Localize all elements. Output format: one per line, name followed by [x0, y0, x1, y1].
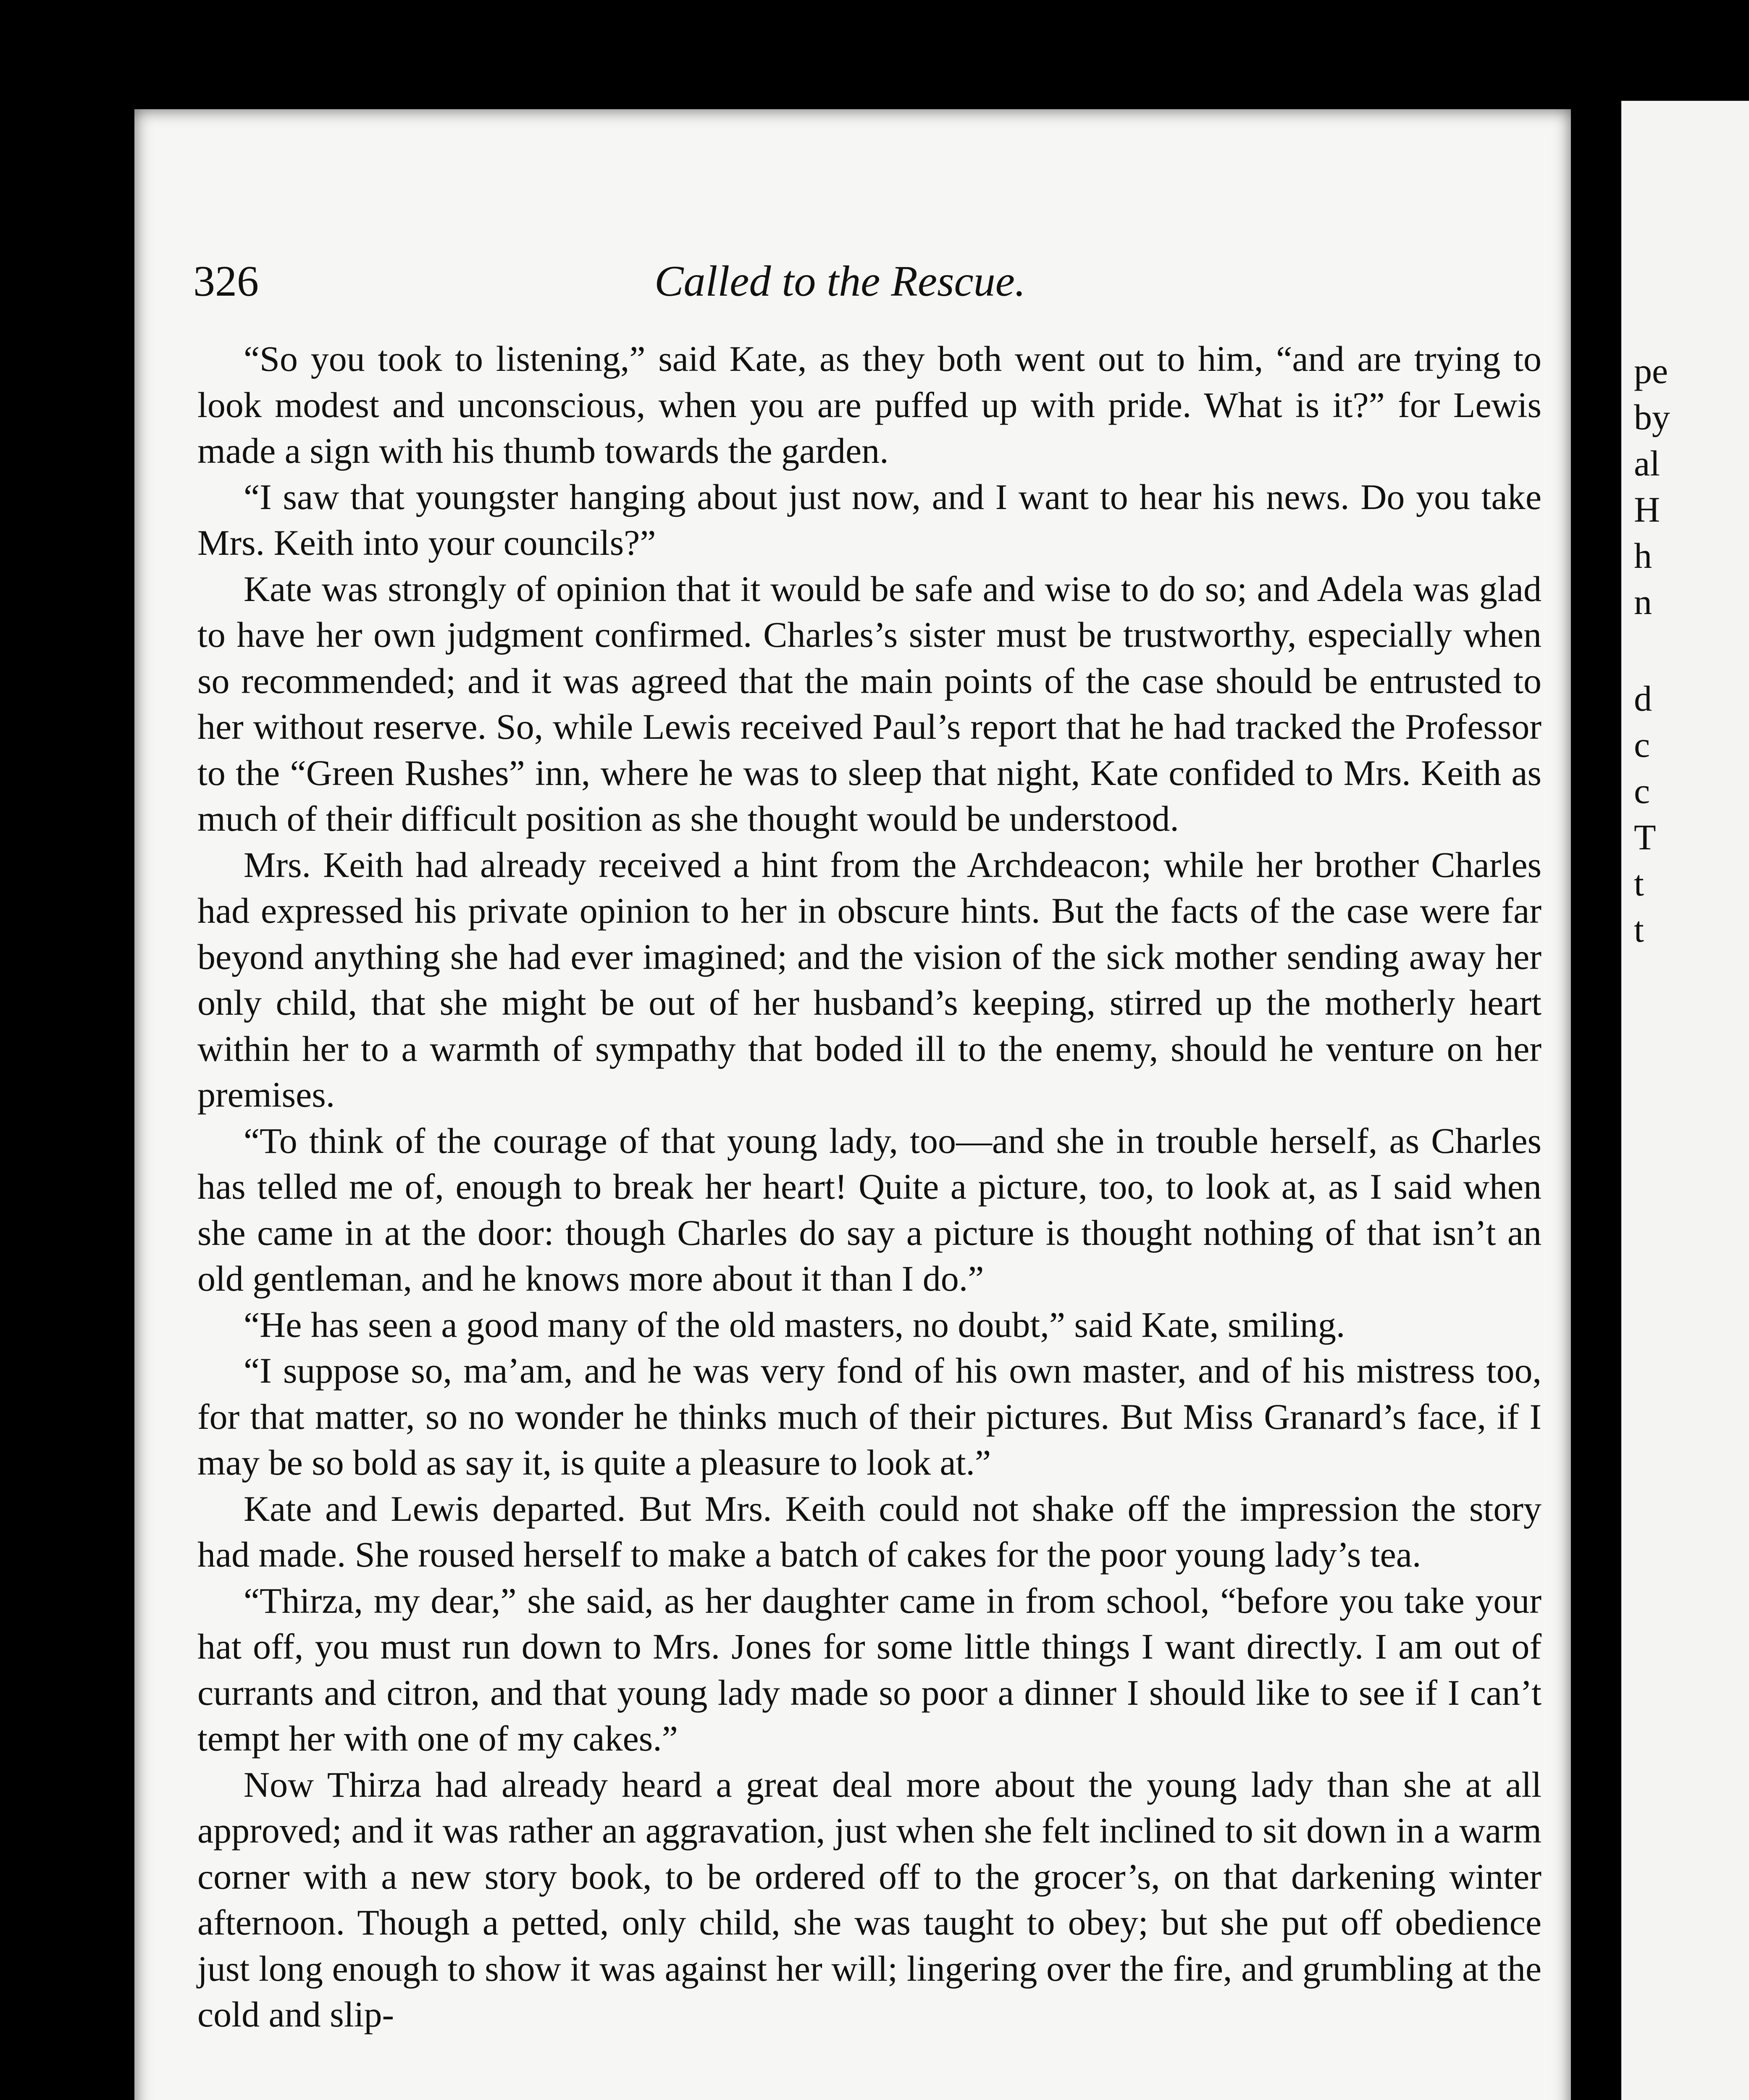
facing-page-fragment: H	[1634, 489, 1660, 530]
facing-page-fragment: al	[1634, 443, 1660, 483]
running-title: Called to the Rescue.	[654, 257, 1026, 305]
facing-page-fragment: t	[1634, 909, 1644, 950]
paragraph: Now Thirza had already heard a great deal more about the young lady than she at all approved; and it was rather an aggravation, just when she felt inclined to sit down in a warm corner with a new story book, to be ordered off to the grocer’s, on that darkening winter afternoon. Though a petted, only child, she was taught to obey; but she put off obedience just long enough to show it was against her will; lingering over the fire, and grumbling at the cold and slip-	[197, 1764, 1542, 2034]
facing-page-fragment: d	[1634, 678, 1652, 719]
page-header	[193, 256, 1487, 315]
paragraph: Kate and Lewis departed. But Mrs. Keith could not shake off the impression the story had made. She roused herself to make a batch of cakes for the poor young lady’s tea.	[197, 1488, 1542, 1575]
facing-page-fragment: c	[1634, 771, 1650, 811]
facing-page-fragment: h	[1634, 536, 1652, 576]
facing-page-fragment: t	[1634, 863, 1644, 903]
facing-page-fragment: by	[1634, 397, 1670, 437]
paragraph: Kate was strongly of opinion that it would be safe and wise to do so; and Adela was glad to have her own judgment confirmed. Charles’s sister must be trustworthy, especially when so recommended; and it was agreed that the main points of the case should be entrusted to her without reserve. So, while Lewis received Paul’s report that he had tracked the Professor to the “Green Rushes” inn, where he was to sleep that night, Kate confided to Mrs. Keith as much of their difficult position as she thought would be understood.	[197, 568, 1542, 839]
facing-page-fragment: n	[1634, 582, 1652, 622]
facing-page-fragment: pe	[1634, 351, 1668, 391]
paragraph: “I suppose so, ma’am, and he was very fond of his own master, and of his mistress too, for that matter, so no wonder he thinks much of their pictures. But Miss Granard’s face, if I may be so bold as say it, is quite a pleasure to look at.”	[197, 1350, 1542, 1483]
page-number: 326	[193, 257, 259, 305]
body-text	[197, 336, 1542, 2038]
paragraph: Mrs. Keith had already received a hint from the Archdeacon; while her brother Charles had expressed his private opinion to her in obscure hints. But the facts of the case were far beyond anything she had ever imagined; and the vision of the sick mother sending away her only child, that she might be out of her husband’s keeping, stirred up the motherly heart within her to a warmth of sympathy that boded ill to the enemy, should he venture on her premises.	[197, 844, 1542, 1115]
paragraph: “I saw that youngster hanging about just now, and I want to hear his news. Do you take Mrs. Keith into your councils?”	[197, 476, 1542, 563]
paragraph: “He has seen a good many of the old masters, no doubt,” said Kate, smiling.	[244, 1304, 1345, 1345]
facing-page-fragment: c	[1634, 724, 1650, 765]
facing-page-fragment: T	[1634, 817, 1656, 857]
paragraph: “Thirza, my dear,” she said, as her daughter came in from school, “before you take your hat off, you must run down to Mrs. Jones for some little things I want directly. I am out of currants and citron, and that young lady made so poor a dinner I should like to see if I can’t tempt her with one of my cakes.”	[197, 1580, 1542, 1759]
paragraph: “To think of the courage of that young lady, too—and she in trouble herself, as Charles has telled me of, enough to break her heart! Quite a picture, too, to look at, as I said when she came in at the door: though Charles do say a picture is thought nothing of that isn’t an old gentleman, and he knows more about it than I do.”	[197, 1120, 1542, 1299]
paragraph: “So you took to listening,” said Kate, as they both went out to him, “and are trying to look modest and unconscious, when you are puffed up with pride. What is it?” for Lewis made a sign with his thumb towards the garden.	[197, 339, 1542, 471]
facing-page-edge	[1621, 101, 1749, 2100]
